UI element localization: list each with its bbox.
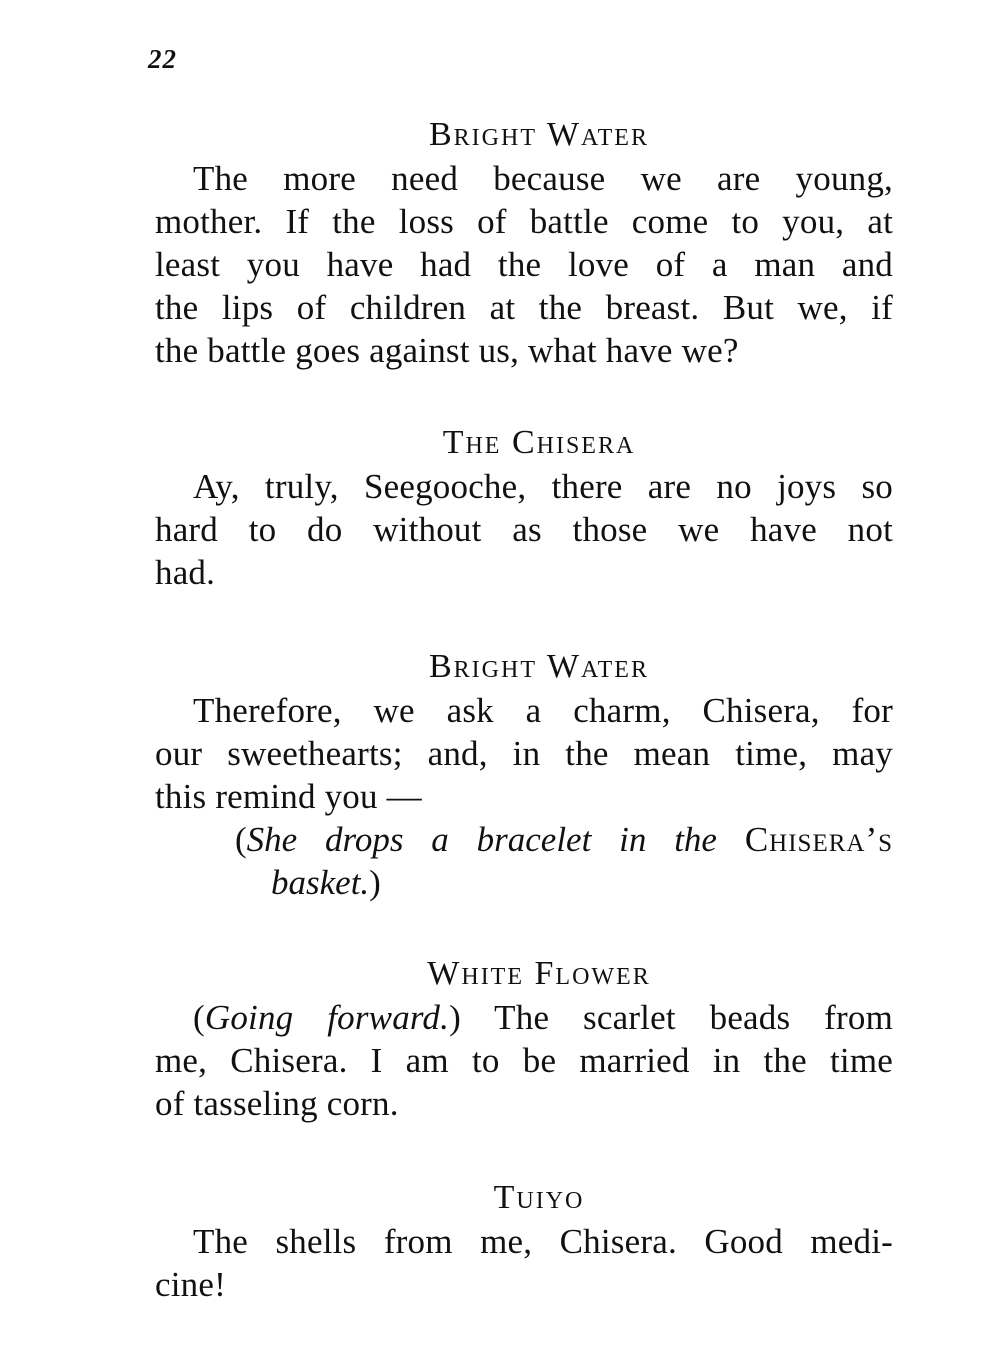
speech-text bbox=[155, 689, 893, 818]
stage-direction bbox=[155, 818, 893, 904]
stage-direction-italic: basket. bbox=[271, 863, 370, 902]
speech-line bbox=[155, 996, 893, 1039]
speech-line: least you have had the love of a man and bbox=[155, 245, 893, 284]
speech-text bbox=[155, 157, 893, 372]
dialogue-block-tuiyo bbox=[155, 1179, 893, 1306]
dialogue-block-the-chisera bbox=[155, 424, 893, 594]
speech-line: hard to do without as those we have not bbox=[155, 510, 893, 549]
speaker-name: Tuiyo bbox=[493, 1179, 585, 1216]
stage-direction-name: Chisera’s bbox=[744, 820, 893, 859]
stage-direction-italic: She drops a bracelet in the bbox=[246, 820, 717, 859]
paren-close: ) bbox=[449, 998, 461, 1037]
speech-line: had. bbox=[155, 553, 216, 592]
paren-open: ( bbox=[235, 820, 247, 859]
stage-direction-line bbox=[235, 818, 893, 861]
speech-line: the battle goes against us, what have we? bbox=[155, 331, 739, 370]
dialogue-block-bright-water-2 bbox=[155, 648, 893, 904]
speech-line: The more need because we are young, bbox=[193, 159, 893, 198]
speech-line: Therefore, we ask a charm, Chisera, for bbox=[193, 691, 893, 730]
paren-close: ) bbox=[369, 863, 381, 902]
speech-line: the lips of children at the breast. But we, if bbox=[155, 288, 893, 327]
speaker-name: Bright Water bbox=[429, 648, 649, 685]
stage-direction-italic: Going forward. bbox=[204, 998, 450, 1037]
speech-text bbox=[155, 465, 893, 594]
speech-line: cine! bbox=[155, 1265, 226, 1304]
speech-line: our sweethearts; and, in the mean time, may bbox=[155, 734, 893, 773]
dialogue-block-white-flower bbox=[155, 955, 893, 1125]
speech-text bbox=[155, 996, 893, 1125]
speech-text bbox=[155, 1220, 893, 1306]
speaker-name: Bright Water bbox=[429, 116, 649, 153]
speech-line: this remind you — bbox=[155, 777, 422, 816]
speaker-name: The Chisera bbox=[442, 424, 636, 461]
dialogue-block-bright-water-1 bbox=[155, 116, 893, 372]
speech-line: of tasseling corn. bbox=[155, 1084, 399, 1123]
speech-line: The shells from me, Chisera. Good medi- bbox=[193, 1222, 893, 1261]
paren-open: ( bbox=[193, 998, 205, 1037]
speech-line: me, Chisera. I am to be married in the time bbox=[155, 1041, 893, 1080]
speech-line: Ay, truly, Seegooche, there are no joys so bbox=[193, 467, 893, 506]
page-number: 22 bbox=[148, 44, 177, 74]
speaker-name: White Flower bbox=[427, 955, 651, 992]
stage-direction-line bbox=[235, 861, 893, 904]
speech-line: mother. If the loss of battle come to you, at bbox=[155, 202, 893, 241]
speech-fragment: The scarlet beads from bbox=[460, 998, 893, 1037]
